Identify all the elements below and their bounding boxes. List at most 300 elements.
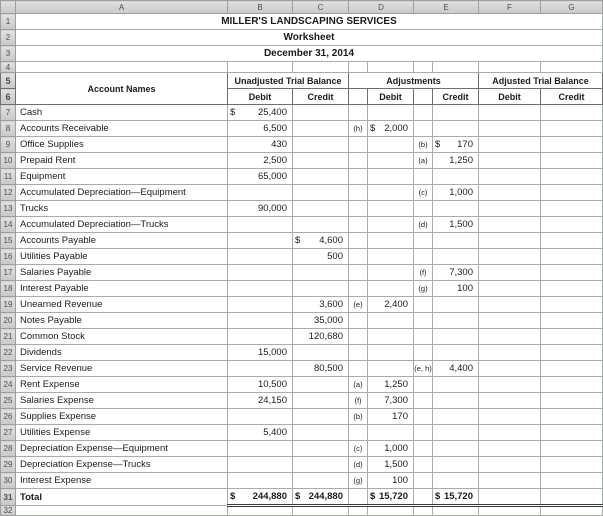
- cell-unadjusted-debit[interactable]: [228, 361, 293, 377]
- cell-unadjusted-credit[interactable]: [293, 217, 349, 233]
- cell-unadjusted-debit[interactable]: [228, 217, 293, 233]
- cell-adjusted-credit[interactable]: [541, 105, 603, 121]
- cell-adjusted-debit[interactable]: [479, 121, 541, 137]
- cell-unadjusted-credit[interactable]: [293, 153, 349, 169]
- cell-adjustment-credit-letter[interactable]: [414, 297, 433, 313]
- cell-adjusted-debit[interactable]: [479, 506, 541, 516]
- cell-adjustment-debit-letter[interactable]: [349, 425, 368, 441]
- cell-unadjusted-credit[interactable]: [293, 425, 349, 441]
- empty-cell[interactable]: [414, 62, 433, 73]
- cell-adjustment-credit-letter[interactable]: [414, 393, 433, 409]
- adjustment-debit-letter-header[interactable]: [349, 89, 368, 105]
- cell-adjusted-debit[interactable]: [479, 345, 541, 361]
- cell-adjusted-credit[interactable]: [541, 201, 603, 217]
- column-header-b[interactable]: B: [228, 1, 293, 14]
- cell-adjustment-credit[interactable]: [433, 169, 479, 185]
- cell-adjustment-credit[interactable]: [433, 425, 479, 441]
- row-number[interactable]: 11: [1, 169, 16, 185]
- cell-unadjusted-credit[interactable]: 80,500: [293, 361, 349, 377]
- cell-adjusted-debit[interactable]: [479, 185, 541, 201]
- cell-unadjusted-credit[interactable]: $ 244,880: [293, 489, 349, 506]
- cell-adjustment-debit-letter[interactable]: [349, 265, 368, 281]
- cell-account-name[interactable]: Equipment: [16, 169, 228, 185]
- cell-adjustment-debit[interactable]: $ 2,000: [368, 121, 414, 137]
- cell-adjustment-debit-letter[interactable]: [349, 217, 368, 233]
- adjustments-debit-header[interactable]: Debit: [368, 89, 414, 105]
- adjustment-credit-letter-header[interactable]: [414, 89, 433, 105]
- cell-adjusted-credit[interactable]: [541, 473, 603, 489]
- row-number[interactable]: 32: [1, 506, 16, 516]
- cell-adjustment-debit[interactable]: [368, 506, 414, 516]
- cell-adjusted-debit[interactable]: [479, 377, 541, 393]
- cell-unadjusted-debit[interactable]: 430: [228, 137, 293, 153]
- cell-adjusted-debit[interactable]: [479, 361, 541, 377]
- cell-unadjusted-credit[interactable]: [293, 409, 349, 425]
- cell-adjustment-debit[interactable]: [368, 361, 414, 377]
- cell-adjusted-credit[interactable]: [541, 137, 603, 153]
- cell-unadjusted-debit[interactable]: [228, 265, 293, 281]
- cell-adjustment-debit[interactable]: [368, 233, 414, 249]
- table-row: [1, 153, 603, 169]
- cell-adjustment-debit-letter[interactable]: [349, 233, 368, 249]
- cell-adjusted-credit[interactable]: [541, 409, 603, 425]
- adjusted-debit-header[interactable]: Debit: [479, 89, 541, 105]
- cell-adjustment-debit-letter[interactable]: [349, 281, 368, 297]
- cell-adjustment-credit-letter[interactable]: [414, 249, 433, 265]
- cell-adjustment-credit-letter[interactable]: [414, 377, 433, 393]
- cell-unadjusted-debit[interactable]: 5,400: [228, 425, 293, 441]
- empty-cell[interactable]: [541, 62, 603, 73]
- cell-adjustment-credit[interactable]: [433, 121, 479, 137]
- cell-adjusted-credit[interactable]: [541, 297, 603, 313]
- cell-account-name[interactable]: Office Supplies: [16, 137, 228, 153]
- cell-adjustment-debit-letter[interactable]: (d): [349, 457, 368, 473]
- row-number[interactable]: 21: [1, 329, 16, 345]
- cell-account-name[interactable]: [16, 506, 228, 516]
- cell-unadjusted-debit[interactable]: 90,000: [228, 201, 293, 217]
- cell-adjusted-credit[interactable]: [541, 121, 603, 137]
- cell-adjustment-credit-letter[interactable]: [414, 425, 433, 441]
- worksheet-subtitle[interactable]: Worksheet: [16, 30, 603, 46]
- cell-adjustment-debit[interactable]: 7,300: [368, 393, 414, 409]
- cell-adjusted-credit[interactable]: [541, 329, 603, 345]
- cell-adjustment-credit-letter[interactable]: [414, 345, 433, 361]
- cell-adjustment-debit[interactable]: [368, 313, 414, 329]
- row-number[interactable]: 29: [1, 457, 16, 473]
- cell-adjustment-credit[interactable]: $ 170: [433, 137, 479, 153]
- row-number[interactable]: 4: [1, 62, 16, 73]
- cell-adjustment-debit-letter[interactable]: (f): [349, 393, 368, 409]
- cell-account-name[interactable]: Accumulated Depreciation—Trucks: [16, 217, 228, 233]
- row-number[interactable]: 7: [1, 105, 16, 121]
- cell-adjustment-credit[interactable]: [433, 473, 479, 489]
- cell-adjusted-credit[interactable]: [541, 281, 603, 297]
- cell-unadjusted-credit[interactable]: 500: [293, 249, 349, 265]
- cell-adjustment-credit[interactable]: [433, 233, 479, 249]
- cell-adjustment-debit-letter[interactable]: [349, 249, 368, 265]
- cell-adjusted-debit[interactable]: [479, 329, 541, 345]
- row-number[interactable]: 12: [1, 185, 16, 201]
- cell-account-name[interactable]: Rent Expense: [16, 377, 228, 393]
- cell-adjustment-credit[interactable]: [433, 441, 479, 457]
- cell-adjusted-credit[interactable]: [541, 185, 603, 201]
- cell-account-name[interactable]: Utilities Payable: [16, 249, 228, 265]
- cell-adjustment-credit-letter[interactable]: (g): [414, 281, 433, 297]
- cell-adjusted-credit[interactable]: [541, 506, 603, 516]
- cell-adjustment-credit[interactable]: 1,250: [433, 153, 479, 169]
- cell-adjustment-debit[interactable]: [368, 201, 414, 217]
- cell-adjustment-debit-letter[interactable]: [349, 105, 368, 121]
- cell-adjusted-debit[interactable]: [479, 249, 541, 265]
- cell-unadjusted-credit[interactable]: [293, 506, 349, 516]
- cell-adjustment-credit-letter[interactable]: [414, 233, 433, 249]
- column-header-d[interactable]: D: [349, 1, 414, 14]
- company-title[interactable]: MILLER'S LANDSCAPING SERVICES: [16, 14, 603, 30]
- cell-adjusted-debit[interactable]: [479, 409, 541, 425]
- cell-unadjusted-debit[interactable]: [228, 441, 293, 457]
- cell-adjusted-debit[interactable]: [479, 441, 541, 457]
- cell-adjustment-debit[interactable]: [368, 265, 414, 281]
- cell-unadjusted-credit[interactable]: [293, 137, 349, 153]
- cell-adjustment-credit[interactable]: [433, 393, 479, 409]
- cell-account-name[interactable]: Utilities Expense: [16, 425, 228, 441]
- cell-adjusted-credit[interactable]: [541, 377, 603, 393]
- cell-adjusted-debit[interactable]: [479, 217, 541, 233]
- empty-cell[interactable]: [433, 62, 479, 73]
- column-header-g[interactable]: G: [541, 1, 603, 14]
- cell-unadjusted-credit[interactable]: [293, 473, 349, 489]
- cell-adjusted-debit[interactable]: [479, 265, 541, 281]
- cell-account-name[interactable]: Unearned Revenue: [16, 297, 228, 313]
- cell-adjusted-debit[interactable]: [479, 473, 541, 489]
- cell-adjustment-debit-letter[interactable]: [349, 185, 368, 201]
- cell-adjustment-credit-letter[interactable]: [414, 489, 433, 506]
- row-number[interactable]: 24: [1, 377, 16, 393]
- select-all-corner[interactable]: [1, 1, 16, 14]
- cell-unadjusted-debit[interactable]: 6,500: [228, 121, 293, 137]
- unadjusted-debit-header[interactable]: Debit: [228, 89, 293, 105]
- cell-unadjusted-debit[interactable]: [228, 297, 293, 313]
- cell-unadjusted-debit[interactable]: 65,000: [228, 169, 293, 185]
- cell-account-name[interactable]: Trucks: [16, 201, 228, 217]
- cell-unadjusted-debit[interactable]: 10,500: [228, 377, 293, 393]
- cell-account-name[interactable]: Accounts Receivable: [16, 121, 228, 137]
- cell-adjusted-debit[interactable]: [479, 233, 541, 249]
- row-number[interactable]: 23: [1, 361, 16, 377]
- cell-unadjusted-credit[interactable]: [293, 185, 349, 201]
- adjusted-credit-header[interactable]: Credit: [541, 89, 603, 105]
- cell-adjustment-credit[interactable]: [433, 105, 479, 121]
- row-number[interactable]: 19: [1, 297, 16, 313]
- cell-adjusted-debit[interactable]: [479, 297, 541, 313]
- cell-unadjusted-debit[interactable]: 2,500: [228, 153, 293, 169]
- cell-adjusted-credit[interactable]: [541, 153, 603, 169]
- cell-unadjusted-debit[interactable]: [228, 233, 293, 249]
- row-number[interactable]: 1: [1, 14, 16, 30]
- cell-adjustment-credit-letter[interactable]: (a): [414, 153, 433, 169]
- cell-adjustment-debit-letter[interactable]: [349, 153, 368, 169]
- adjusted-trial-balance-header[interactable]: Adjusted Trial Balance: [479, 73, 603, 89]
- cell-adjustment-credit-letter[interactable]: [414, 313, 433, 329]
- cell-unadjusted-credit[interactable]: $ 4,600: [293, 233, 349, 249]
- cell-account-name[interactable]: Common Stock: [16, 329, 228, 345]
- cell-account-name[interactable]: Salaries Payable: [16, 265, 228, 281]
- cell-adjustment-debit-letter[interactable]: (c): [349, 441, 368, 457]
- cell-account-name[interactable]: Interest Payable: [16, 281, 228, 297]
- cell-adjustment-credit[interactable]: [433, 409, 479, 425]
- cell-account-name[interactable]: Depreciation Expense—Equipment: [16, 441, 228, 457]
- cell-adjustment-credit[interactable]: [433, 297, 479, 313]
- cell-adjustment-debit-letter[interactable]: (a): [349, 377, 368, 393]
- cell-adjustment-credit[interactable]: [433, 313, 479, 329]
- empty-cell[interactable]: [479, 62, 541, 73]
- cell-unadjusted-debit[interactable]: [228, 506, 293, 516]
- cell-unadjusted-credit[interactable]: [293, 393, 349, 409]
- cell-adjustment-debit[interactable]: [368, 217, 414, 233]
- cell-adjustment-debit[interactable]: [368, 329, 414, 345]
- cell-adjusted-debit[interactable]: [479, 153, 541, 169]
- cell-adjustment-credit-letter[interactable]: (e, h): [414, 361, 433, 377]
- cell-unadjusted-credit[interactable]: [293, 265, 349, 281]
- cell-adjustment-debit[interactable]: 2,400: [368, 297, 414, 313]
- cell-adjusted-debit[interactable]: [479, 313, 541, 329]
- cell-adjustment-debit[interactable]: 1,250: [368, 377, 414, 393]
- cell-adjustment-credit-letter[interactable]: [414, 506, 433, 516]
- row-number[interactable]: 17: [1, 265, 16, 281]
- cell-unadjusted-credit[interactable]: [293, 201, 349, 217]
- cell-adjusted-credit[interactable]: [541, 233, 603, 249]
- cell-adjustment-debit-letter[interactable]: [349, 345, 368, 361]
- cell-adjustment-credit-letter[interactable]: [414, 329, 433, 345]
- cell-unadjusted-credit[interactable]: [293, 281, 349, 297]
- cell-adjustment-credit[interactable]: $ 15,720: [433, 489, 479, 506]
- column-header-a[interactable]: A: [16, 1, 228, 14]
- cell-adjustment-credit[interactable]: 100: [433, 281, 479, 297]
- cell-adjustment-debit[interactable]: 100: [368, 473, 414, 489]
- column-header-e[interactable]: E: [414, 1, 479, 14]
- cell-account-name[interactable]: Accounts Payable: [16, 233, 228, 249]
- cell-adjustment-debit-letter[interactable]: (b): [349, 409, 368, 425]
- cell-adjusted-credit[interactable]: [541, 425, 603, 441]
- cell-adjustment-credit-letter[interactable]: [414, 441, 433, 457]
- cell-adjustment-credit[interactable]: [433, 506, 479, 516]
- cell-unadjusted-debit[interactable]: 15,000: [228, 345, 293, 361]
- cell-adjustment-credit-letter[interactable]: (d): [414, 217, 433, 233]
- row-number[interactable]: 14: [1, 217, 16, 233]
- cell-account-name[interactable]: Interest Expense: [16, 473, 228, 489]
- row-number[interactable]: 31: [1, 489, 16, 506]
- cell-unadjusted-credit[interactable]: 3,600: [293, 297, 349, 313]
- cell-adjustment-debit-letter[interactable]: [349, 506, 368, 516]
- cell-account-name[interactable]: Salaries Expense: [16, 393, 228, 409]
- cell-unadjusted-debit[interactable]: 24,150: [228, 393, 293, 409]
- cell-adjusted-credit[interactable]: [541, 249, 603, 265]
- cell-adjustment-debit-letter[interactable]: [349, 137, 368, 153]
- cell-adjustment-credit[interactable]: 7,300: [433, 265, 479, 281]
- cell-adjustment-debit[interactable]: [368, 281, 414, 297]
- cell-adjusted-debit[interactable]: [479, 393, 541, 409]
- account-names-header[interactable]: Account Names: [16, 73, 228, 105]
- row-number[interactable]: 15: [1, 233, 16, 249]
- cell-adjustment-debit-letter[interactable]: (h): [349, 121, 368, 137]
- cell-unadjusted-credit[interactable]: [293, 345, 349, 361]
- cell-adjustment-credit[interactable]: [433, 457, 479, 473]
- cell-adjustment-credit[interactable]: [433, 345, 479, 361]
- cell-adjustment-debit-letter[interactable]: (g): [349, 473, 368, 489]
- adjustments-credit-header[interactable]: Credit: [433, 89, 479, 105]
- cell-unadjusted-credit[interactable]: 35,000: [293, 313, 349, 329]
- cell-adjustment-credit[interactable]: [433, 249, 479, 265]
- row-number[interactable]: 16: [1, 249, 16, 265]
- cell-adjusted-debit[interactable]: [479, 425, 541, 441]
- cell-account-name[interactable]: Dividends: [16, 345, 228, 361]
- cell-adjusted-debit[interactable]: [479, 105, 541, 121]
- cell-account-name[interactable]: Depreciation Expense—Trucks: [16, 457, 228, 473]
- row-number[interactable]: 20: [1, 313, 16, 329]
- cell-adjustment-debit[interactable]: [368, 185, 414, 201]
- cell-adjusted-credit[interactable]: [541, 457, 603, 473]
- cell-adjusted-credit[interactable]: [541, 265, 603, 281]
- column-header-c[interactable]: C: [293, 1, 349, 14]
- table-row: [1, 281, 603, 297]
- cell-adjusted-debit[interactable]: [479, 201, 541, 217]
- cell-adjusted-credit[interactable]: [541, 217, 603, 233]
- cell-unadjusted-debit[interactable]: [228, 313, 293, 329]
- cell-adjustment-debit[interactable]: [368, 153, 414, 169]
- cell-adjustment-credit-letter[interactable]: [414, 121, 433, 137]
- cell-unadjusted-debit[interactable]: $ 244,880: [228, 489, 293, 506]
- row-number[interactable]: 10: [1, 153, 16, 169]
- cell-account-name[interactable]: Service Revenue: [16, 361, 228, 377]
- row-number[interactable]: 28: [1, 441, 16, 457]
- row-number[interactable]: 18: [1, 281, 16, 297]
- row-number[interactable]: 8: [1, 121, 16, 137]
- row-number[interactable]: 22: [1, 345, 16, 361]
- cell-adjustment-credit-letter[interactable]: [414, 409, 433, 425]
- cell-unadjusted-credit[interactable]: [293, 121, 349, 137]
- cell-adjustment-credit[interactable]: 1,000: [433, 185, 479, 201]
- cell-adjustment-debit-letter[interactable]: [349, 329, 368, 345]
- cell-unadjusted-credit[interactable]: [293, 457, 349, 473]
- cell-adjustment-debit[interactable]: [368, 425, 414, 441]
- empty-cell[interactable]: [16, 62, 228, 73]
- cell-account-name[interactable]: Cash: [16, 105, 228, 121]
- cell-adjusted-credit[interactable]: [541, 393, 603, 409]
- row-number[interactable]: 5: [1, 73, 16, 89]
- cell-adjustment-credit[interactable]: 1,500: [433, 217, 479, 233]
- cell-unadjusted-credit[interactable]: 120,680: [293, 329, 349, 345]
- row-number[interactable]: 3: [1, 46, 16, 62]
- cell-adjustment-debit[interactable]: 1,500: [368, 457, 414, 473]
- empty-cell[interactable]: [293, 62, 349, 73]
- cell-unadjusted-debit[interactable]: $ 25,400: [228, 105, 293, 121]
- cell-account-name[interactable]: Prepaid Rent: [16, 153, 228, 169]
- date-title[interactable]: December 31, 2014: [16, 46, 603, 62]
- row-number[interactable]: 13: [1, 201, 16, 217]
- cell-account-name[interactable]: Supplies Expense: [16, 409, 228, 425]
- cell-account-name[interactable]: Accumulated Depreciation—Equipment: [16, 185, 228, 201]
- cell-adjustment-debit-letter[interactable]: [349, 201, 368, 217]
- cell-adjustment-credit[interactable]: [433, 377, 479, 393]
- cell-adjustment-debit[interactable]: $ 15,720: [368, 489, 414, 506]
- empty-cell[interactable]: [228, 62, 293, 73]
- cell-adjustment-credit-letter[interactable]: [414, 201, 433, 217]
- cell-unadjusted-credit[interactable]: [293, 441, 349, 457]
- cell-adjustment-debit[interactable]: [368, 137, 414, 153]
- cell-adjustment-debit[interactable]: [368, 345, 414, 361]
- cell-adjustment-credit[interactable]: 4,400: [433, 361, 479, 377]
- cell-unadjusted-debit[interactable]: [228, 457, 293, 473]
- unadjusted-credit-header[interactable]: Credit: [293, 89, 349, 105]
- row-number[interactable]: 6: [1, 89, 16, 105]
- adjustments-header[interactable]: Adjustments: [349, 73, 479, 89]
- cell-adjusted-credit[interactable]: [541, 361, 603, 377]
- empty-cell[interactable]: [368, 62, 414, 73]
- cell-adjustment-debit[interactable]: 170: [368, 409, 414, 425]
- row-number[interactable]: 2: [1, 30, 16, 46]
- cell-unadjusted-debit[interactable]: [228, 249, 293, 265]
- cell-adjusted-credit[interactable]: [541, 313, 603, 329]
- cell-adjustment-debit-letter[interactable]: (e): [349, 297, 368, 313]
- cell-adjusted-credit[interactable]: [541, 441, 603, 457]
- row-number[interactable]: 26: [1, 409, 16, 425]
- row-number[interactable]: 9: [1, 137, 16, 153]
- cell-account-name[interactable]: Notes Payable: [16, 313, 228, 329]
- cell-adjusted-credit[interactable]: [541, 345, 603, 361]
- cell-unadjusted-credit[interactable]: [293, 169, 349, 185]
- cell-adjustment-credit-letter[interactable]: [414, 105, 433, 121]
- cell-adjusted-debit[interactable]: [479, 281, 541, 297]
- cell-adjustment-credit[interactable]: [433, 201, 479, 217]
- cell-unadjusted-debit[interactable]: [228, 473, 293, 489]
- cell-adjustment-debit-letter[interactable]: [349, 169, 368, 185]
- cell-adjusted-credit[interactable]: [541, 489, 603, 506]
- cell-adjusted-debit[interactable]: [479, 137, 541, 153]
- cell-unadjusted-credit[interactable]: [293, 377, 349, 393]
- cell-adjusted-debit[interactable]: [479, 489, 541, 506]
- row-number[interactable]: 30: [1, 473, 16, 489]
- row-number[interactable]: 25: [1, 393, 16, 409]
- cell-account-name[interactable]: Total: [16, 489, 228, 506]
- cell-adjustment-debit[interactable]: 1,000: [368, 441, 414, 457]
- cell-adjustment-credit-letter[interactable]: [414, 473, 433, 489]
- cell-adjustment-credit-letter[interactable]: (c): [414, 185, 433, 201]
- row-number[interactable]: 27: [1, 425, 16, 441]
- cell-unadjusted-debit[interactable]: [228, 281, 293, 297]
- cell-unadjusted-debit[interactable]: [228, 329, 293, 345]
- cell-adjustment-debit-letter[interactable]: [349, 313, 368, 329]
- cell-adjustment-debit-letter[interactable]: [349, 361, 368, 377]
- cell-adjustment-credit-letter[interactable]: (f): [414, 265, 433, 281]
- cell-adjustment-debit[interactable]: [368, 249, 414, 265]
- cell-unadjusted-debit[interactable]: [228, 409, 293, 425]
- empty-cell[interactable]: [349, 62, 368, 73]
- cell-adjustment-credit-letter[interactable]: (b): [414, 137, 433, 153]
- cell-unadjusted-credit[interactable]: [293, 105, 349, 121]
- cell-adjusted-debit[interactable]: [479, 169, 541, 185]
- cell-unadjusted-debit[interactable]: [228, 185, 293, 201]
- cell-adjustment-credit-letter[interactable]: [414, 169, 433, 185]
- cell-adjustment-debit[interactable]: [368, 105, 414, 121]
- cell-adjustment-credit-letter[interactable]: [414, 457, 433, 473]
- cell-adjusted-debit[interactable]: [479, 457, 541, 473]
- cell-adjustment-debit[interactable]: [368, 169, 414, 185]
- cell-adjustment-debit-letter[interactable]: [349, 489, 368, 506]
- cell-adjustment-credit[interactable]: [433, 329, 479, 345]
- unadjusted-trial-balance-header[interactable]: Unadjusted Trial Balance: [228, 73, 349, 89]
- cell-adjusted-credit[interactable]: [541, 169, 603, 185]
- column-header-f[interactable]: F: [479, 1, 541, 14]
